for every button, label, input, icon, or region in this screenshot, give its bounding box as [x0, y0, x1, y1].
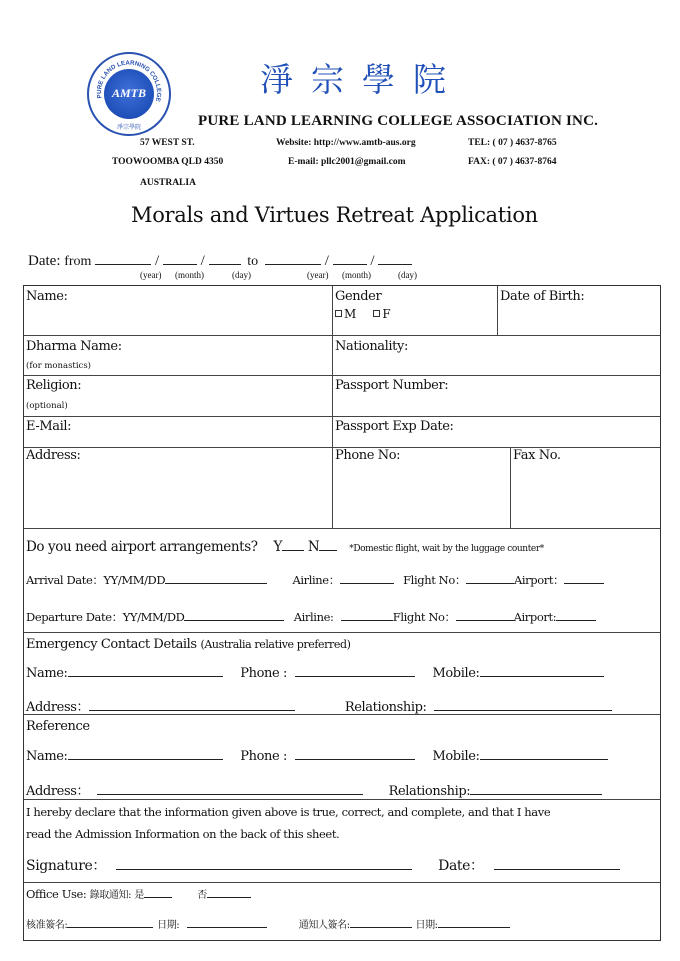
- arrival-date-field[interactable]: [165, 572, 267, 584]
- airport-no-field[interactable]: [319, 539, 337, 551]
- reference-address-row: [26, 780, 602, 799]
- airport-yes-label: Y: [273, 539, 282, 555]
- reference-mobile-field[interactable]: [480, 748, 608, 760]
- row-divider: [24, 335, 660, 336]
- emergency-name-field[interactable]: [68, 665, 223, 677]
- logo-emblem: [104, 69, 154, 119]
- logo-bottom-text: 淨宗學院: [116, 124, 142, 131]
- date-label: Date:: [28, 253, 61, 269]
- from-year-hint: (year): [140, 270, 162, 280]
- reference-address-label: Address：: [26, 784, 90, 799]
- airport-no-label: N: [307, 539, 320, 555]
- gender-m-label: M: [344, 307, 356, 321]
- admission-no-field[interactable]: [207, 886, 251, 898]
- logo-ring-text: PURE LAND LEARNING COLLEGE: [95, 59, 163, 103]
- admission-yes-label: 是: [134, 890, 144, 901]
- dharma-name-field[interactable]: Dharma Name:: [26, 339, 122, 354]
- approval-date-label: 日期:: [157, 920, 180, 931]
- notify-date-label: 日期:: [415, 920, 438, 931]
- admission-yes-field[interactable]: [144, 886, 172, 898]
- from-year-field[interactable]: [95, 251, 151, 265]
- departure-date-field[interactable]: [184, 609, 284, 621]
- reference-address-field[interactable]: [97, 783, 363, 795]
- notifier-signature-label: 通知人簽名:: [298, 920, 350, 931]
- form-title: Morals and Virtues Retreat Application: [131, 203, 538, 227]
- signature-date-field[interactable]: [494, 857, 620, 870]
- to-month-field[interactable]: [333, 251, 367, 265]
- address-line-1: 57 WEST ST.: [140, 138, 195, 148]
- arrival-row: [26, 572, 604, 588]
- arrival-flight-label: Flight No：: [403, 573, 466, 587]
- notify-date-field[interactable]: [438, 916, 510, 928]
- declaration-line-2: read the Admission Information on the back of this sheet.: [26, 827, 340, 841]
- departure-airline-field[interactable]: [341, 609, 393, 621]
- airport-yes-field[interactable]: [282, 539, 304, 551]
- from-month-hint: (month): [175, 270, 204, 280]
- logo-center-text: AMTB: [111, 86, 146, 100]
- gender-f-label: F: [382, 307, 391, 321]
- name-field[interactable]: Name:: [26, 289, 68, 304]
- column-divider: [332, 286, 333, 528]
- religion-note: (optional): [26, 401, 68, 411]
- row-divider: [24, 416, 660, 417]
- signature-row: [26, 855, 620, 875]
- arrival-date-label: Arrival Date：YY/MM/DD: [26, 573, 166, 587]
- office-signatures-row: [26, 916, 510, 932]
- reference-relationship-field[interactable]: [470, 783, 602, 795]
- reference-relationship-label: Relationship:: [388, 784, 471, 799]
- emergency-relationship-label: Relationship:: [344, 700, 427, 715]
- dob-field[interactable]: Date of Birth:: [500, 289, 585, 304]
- date-separator: /: [370, 253, 375, 269]
- emergency-contact-row: [26, 665, 604, 681]
- departure-airport-label: Airport:: [513, 610, 557, 624]
- college-logo: [87, 52, 171, 136]
- date-from-label: from: [64, 254, 92, 269]
- departure-flight-label: Flight No：: [392, 610, 456, 624]
- reference-name-label: Name:: [26, 749, 68, 764]
- emergency-name-label: Name:: [26, 666, 68, 681]
- reference-contact-row: [26, 748, 608, 764]
- date-to-label: to: [247, 254, 259, 269]
- from-day-hint: (day): [232, 270, 251, 280]
- emergency-address-field[interactable]: [89, 699, 295, 711]
- emergency-address-row: [26, 696, 612, 715]
- airport-question: Do you need airport arrangements?: [26, 539, 258, 555]
- emergency-note: (Australia relative preferred): [200, 638, 351, 651]
- column-divider: [510, 447, 511, 528]
- office-use-row: [26, 886, 251, 901]
- gender-options: [335, 307, 390, 321]
- gender-label: Gender: [335, 289, 382, 304]
- emergency-phone-label: Phone :: [240, 666, 287, 681]
- reference-phone-field[interactable]: [295, 748, 415, 760]
- date-separator: /: [324, 253, 329, 269]
- phone-field[interactable]: Phone No:: [335, 448, 401, 463]
- signature-date-label: Date：: [438, 858, 484, 874]
- organization-name: PURE LAND LEARNING COLLEGE ASSOCIATION INC.: [198, 113, 599, 129]
- date-separator: /: [154, 253, 160, 269]
- emergency-title-row: [26, 637, 351, 652]
- approval-date-field[interactable]: [187, 916, 267, 928]
- notifier-signature-field[interactable]: [350, 916, 412, 928]
- column-divider: [497, 286, 498, 335]
- arrival-airport-field[interactable]: [564, 572, 604, 584]
- arrival-airline-field[interactable]: [340, 572, 394, 584]
- date-range-row: [28, 251, 412, 270]
- email-field[interactable]: E-Mail:: [26, 419, 72, 434]
- airport-question-row: [26, 539, 544, 555]
- signature-field[interactable]: [116, 857, 412, 870]
- website: Website: http://www.amtb-aus.org: [276, 138, 416, 148]
- fax-field[interactable]: Fax No.: [513, 448, 561, 463]
- address-field[interactable]: Address:: [26, 448, 81, 463]
- row-divider: [24, 375, 660, 376]
- reference-name-field[interactable]: [68, 748, 223, 760]
- emergency-title: Emergency Contact Details: [26, 637, 197, 652]
- dharma-name-note: (for monastics): [26, 361, 91, 371]
- chinese-title: 淨宗學院: [260, 60, 464, 99]
- gender-m-checkbox[interactable]: [335, 310, 342, 317]
- to-day-field[interactable]: [378, 251, 412, 265]
- gender-f-checkbox[interactable]: [373, 310, 380, 317]
- row-divider: [24, 882, 660, 883]
- departure-airport-field[interactable]: [556, 609, 596, 621]
- reference-title: Reference: [26, 719, 90, 734]
- reference-phone-label: Phone :: [240, 749, 287, 764]
- address-line-2: TOOWOOMBA QLD 4350: [112, 157, 224, 167]
- emergency-mobile-field[interactable]: [480, 665, 604, 677]
- admission-no-label: 否: [197, 890, 207, 901]
- departure-airline-label: Airline:: [293, 610, 334, 624]
- signature-label: Signature：: [26, 858, 107, 874]
- to-year-field[interactable]: [265, 251, 321, 265]
- arrival-airline-label: Airline：: [292, 573, 340, 587]
- nationality-field[interactable]: Nationality:: [335, 339, 408, 354]
- emergency-address-label: Address：: [26, 700, 90, 715]
- address-line-3: AUSTRALIA: [140, 178, 196, 188]
- date-separator: /: [200, 253, 205, 269]
- departure-date-label: Departure Date：YY/MM/DD: [26, 610, 185, 624]
- row-divider: [24, 528, 660, 529]
- airport-note: *Domestic flight, wait by the luggage counter*: [349, 544, 544, 554]
- telephone: TEL: ( 07 ) 4637-8765: [468, 138, 557, 148]
- passport-number-field[interactable]: Passport Number:: [335, 378, 449, 393]
- emergency-mobile-label: Mobile:: [432, 666, 480, 681]
- arrival-flight-field[interactable]: [466, 572, 514, 584]
- fax: FAX: ( 07 ) 4637-8764: [468, 157, 557, 167]
- reference-mobile-label: Mobile:: [432, 749, 480, 764]
- to-month-hint: (month): [342, 270, 371, 280]
- to-year-hint: (year): [307, 270, 329, 280]
- declaration-line-1: I hereby declare that the information given above is true, correct, and complete, and that I have: [26, 805, 551, 819]
- from-month-field[interactable]: [163, 251, 197, 265]
- email: E-mail: pllc2001@gmail.com: [288, 157, 406, 167]
- religion-field[interactable]: Religion:: [26, 378, 82, 393]
- departure-flight-field[interactable]: [456, 609, 514, 621]
- from-day-field[interactable]: [209, 251, 241, 265]
- emergency-relationship-field[interactable]: [434, 699, 612, 711]
- approver-signature-label: 核准簽名:: [26, 920, 68, 931]
- to-day-hint: (day): [398, 270, 417, 280]
- row-divider: [24, 632, 660, 633]
- row-divider: [24, 799, 660, 800]
- emergency-phone-field[interactable]: [295, 665, 415, 677]
- admission-notice-label: 錄取通知:: [89, 890, 132, 901]
- office-use-label: Office Use:: [26, 887, 87, 901]
- approver-signature-field[interactable]: [67, 916, 153, 928]
- departure-row: [26, 609, 596, 625]
- application-table: [23, 285, 661, 941]
- passport-exp-field[interactable]: Passport Exp Date:: [335, 419, 454, 434]
- arrival-airport-label: Airport：: [513, 573, 565, 587]
